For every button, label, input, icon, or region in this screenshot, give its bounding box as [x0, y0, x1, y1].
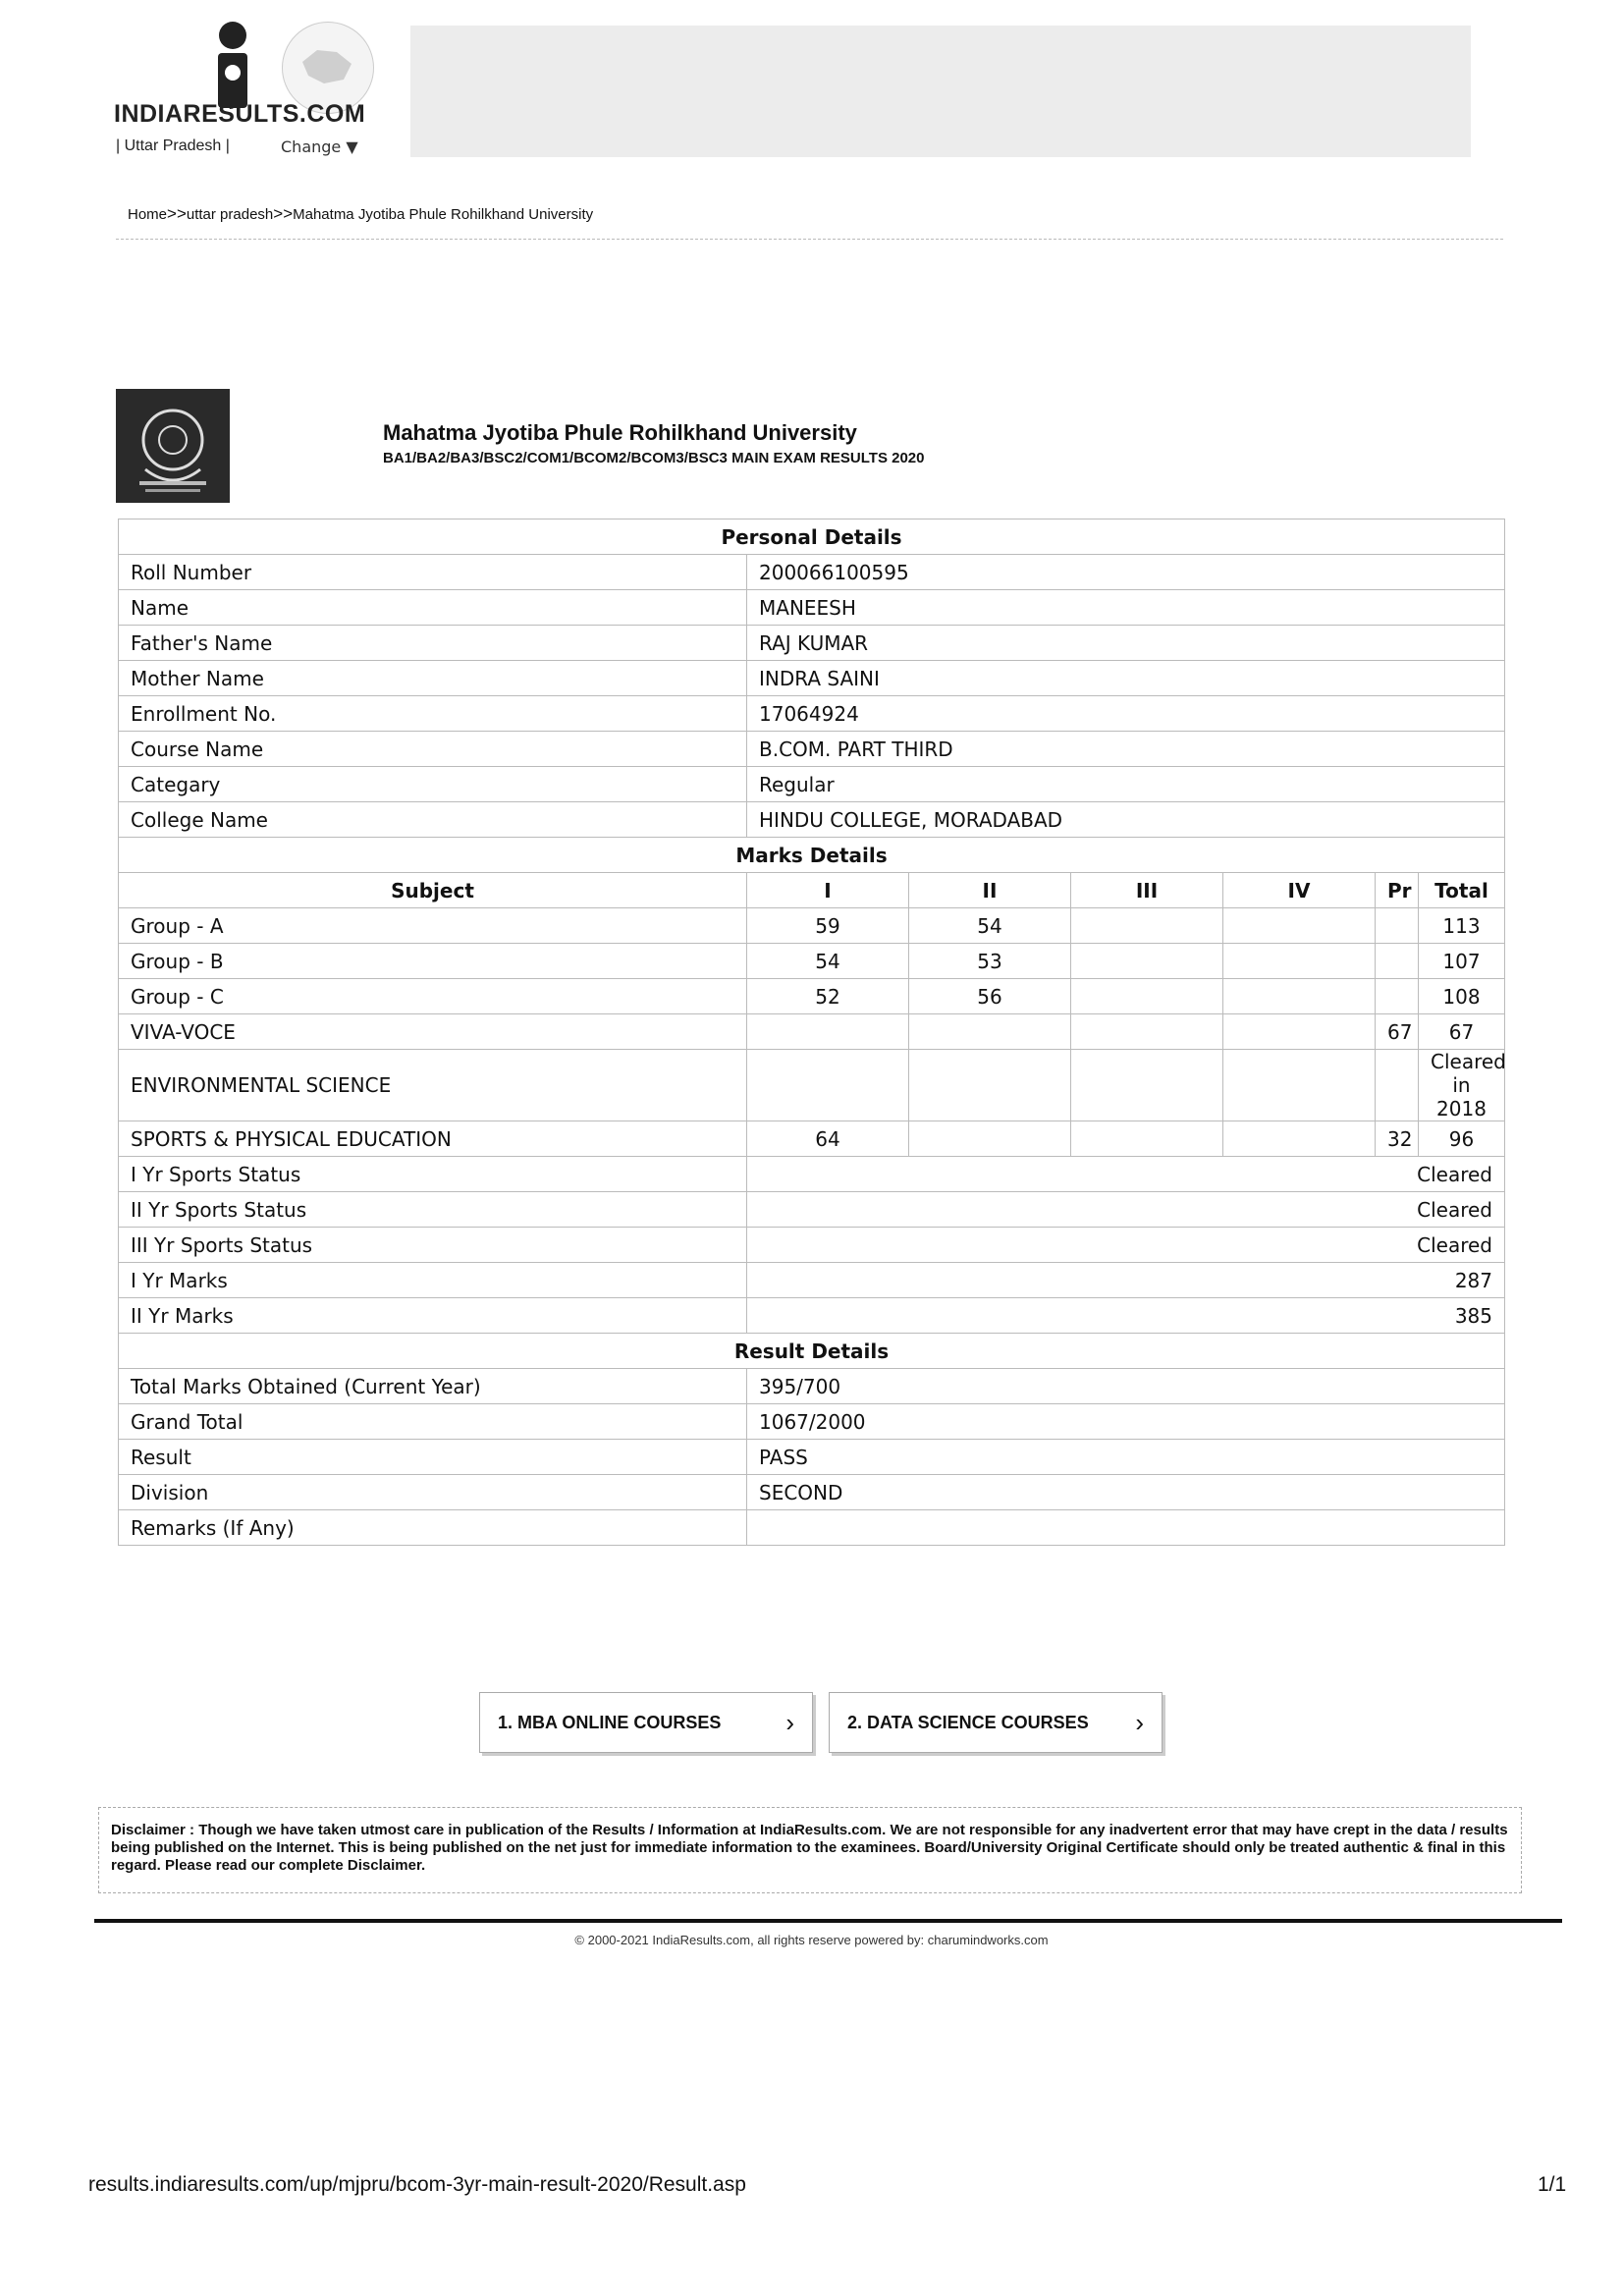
- subject-cell: ENVIRONMENTAL SCIENCE: [119, 1050, 747, 1121]
- status-label: II Yr Sports Status: [119, 1192, 747, 1228]
- change-state-dropdown[interactable]: Change ▼: [281, 137, 358, 156]
- personal-value: MANEESH: [747, 590, 1505, 626]
- marks-column-header: Total: [1419, 873, 1505, 908]
- print-url: results.indiaresults.com/up/mjpru/bcom-3yr-main-result-2020/Result.asp: [88, 2173, 746, 2196]
- mark-cell-i: [747, 1050, 909, 1121]
- breadcrumb: [128, 204, 593, 224]
- result-label: Grand Total: [119, 1404, 747, 1440]
- total-cell: 67: [1419, 1014, 1505, 1050]
- mark-cell-iv: [1223, 908, 1376, 944]
- status-row: [119, 1157, 1505, 1192]
- result-value: SECOND: [747, 1475, 1505, 1510]
- mark-cell-i: [747, 1014, 909, 1050]
- marks-row: [119, 1121, 1505, 1157]
- status-row: [119, 1192, 1505, 1228]
- personal-label: Categary: [119, 767, 747, 802]
- mark-cell-i: 64: [747, 1121, 909, 1157]
- personal-row: [119, 767, 1505, 802]
- status-value: 385: [747, 1298, 1505, 1334]
- mark-cell-ii: 56: [909, 979, 1071, 1014]
- status-label: III Yr Sports Status: [119, 1228, 747, 1263]
- personal-label: Father's Name: [119, 626, 747, 661]
- status-label: I Yr Sports Status: [119, 1157, 747, 1192]
- data-science-courses-label: 2. DATA SCIENCE COURSES: [847, 1712, 1089, 1732]
- personal-value: INDRA SAINI: [747, 661, 1505, 696]
- brand-name[interactable]: INDIARESULTS.COM: [114, 100, 366, 128]
- footer-divider: [94, 1919, 1562, 1923]
- mark-cell-pr: [1376, 1050, 1419, 1121]
- mark-cell-iii: [1071, 908, 1223, 944]
- personal-label: Course Name: [119, 732, 747, 767]
- mark-cell-pr: 67: [1376, 1014, 1419, 1050]
- marks-column-header: IV: [1223, 873, 1376, 908]
- status-value: 287: [747, 1263, 1505, 1298]
- personal-row: [119, 696, 1505, 732]
- university-name: Mahatma Jyotiba Phule Rohilkhand University: [383, 420, 857, 445]
- subject-cell: Group - B: [119, 944, 747, 979]
- mark-cell-i: 54: [747, 944, 909, 979]
- mark-cell-iii: [1071, 1014, 1223, 1050]
- marks-row: [119, 1050, 1505, 1121]
- result-row: [119, 1404, 1505, 1440]
- divider: [116, 239, 1503, 240]
- marks-column-header: I: [747, 873, 909, 908]
- mark-cell-pr: [1376, 979, 1419, 1014]
- university-seal-logo: [116, 389, 230, 503]
- mark-cell-iv: [1223, 979, 1376, 1014]
- total-cell: 113: [1419, 908, 1505, 944]
- mark-cell-ii: [909, 1121, 1071, 1157]
- result-row: [119, 1440, 1505, 1475]
- marks-column-header: III: [1071, 873, 1223, 908]
- total-cell: Cleared in 2018: [1419, 1050, 1505, 1121]
- personal-row: [119, 732, 1505, 767]
- marks-details-heading: Marks Details: [119, 838, 1505, 873]
- personal-value: B.COM. PART THIRD: [747, 732, 1505, 767]
- mark-cell-ii: 53: [909, 944, 1071, 979]
- current-state-label: | Uttar Pradesh |: [116, 137, 230, 154]
- personal-row: [119, 802, 1505, 838]
- mark-cell-iv: [1223, 1121, 1376, 1157]
- indiaresults-logo-mark: [210, 22, 255, 110]
- total-cell: 108: [1419, 979, 1505, 1014]
- result-label: Remarks (If Any): [119, 1510, 747, 1546]
- total-cell: 107: [1419, 944, 1505, 979]
- result-value: 395/700: [747, 1369, 1505, 1404]
- subject-cell: SPORTS & PHYSICAL EDUCATION: [119, 1121, 747, 1157]
- mark-cell-pr: [1376, 944, 1419, 979]
- result-value: 1067/2000: [747, 1404, 1505, 1440]
- personal-label: College Name: [119, 802, 747, 838]
- chevron-right-icon: ›: [1135, 1707, 1144, 1737]
- breadcrumb-state[interactable]: uttar pradesh: [186, 206, 274, 223]
- ad-banner: [410, 26, 1471, 157]
- mark-cell-iii: [1071, 944, 1223, 979]
- status-row: [119, 1228, 1505, 1263]
- mark-cell-i: 59: [747, 908, 909, 944]
- mark-cell-iv: [1223, 1050, 1376, 1121]
- personal-label: Name: [119, 590, 747, 626]
- personal-label: Roll Number: [119, 555, 747, 590]
- status-value: Cleared: [747, 1157, 1505, 1192]
- mba-courses-label: 1. MBA ONLINE COURSES: [498, 1712, 722, 1732]
- personal-label: Enrollment No.: [119, 696, 747, 732]
- mba-online-courses-button[interactable]: [479, 1692, 813, 1753]
- result-table: [118, 519, 1505, 1546]
- subject-cell: VIVA-VOCE: [119, 1014, 747, 1050]
- mark-cell-pr: [1376, 908, 1419, 944]
- personal-row: [119, 555, 1505, 590]
- personal-row: [119, 590, 1505, 626]
- mark-cell-ii: [909, 1014, 1071, 1050]
- status-row: [119, 1298, 1505, 1334]
- personal-row: [119, 626, 1505, 661]
- personal-value: HINDU COLLEGE, MORADABAD: [747, 802, 1505, 838]
- mark-cell-ii: 54: [909, 908, 1071, 944]
- marks-row: [119, 979, 1505, 1014]
- mark-cell-iii: [1071, 1121, 1223, 1157]
- result-row: [119, 1369, 1505, 1404]
- status-label: II Yr Marks: [119, 1298, 747, 1334]
- copyright-text: © 2000-2021 IndiaResults.com, all rights reserve powered by: charumindworks.com: [574, 1933, 1049, 1947]
- result-label: Result: [119, 1440, 747, 1475]
- marks-row: [119, 944, 1505, 979]
- personal-details-heading: Personal Details: [119, 519, 1505, 555]
- mark-cell-iv: [1223, 944, 1376, 979]
- mark-cell-i: 52: [747, 979, 909, 1014]
- personal-label: Mother Name: [119, 661, 747, 696]
- breadcrumb-separator: >>: [167, 204, 187, 223]
- print-page-number: 1/1: [1538, 2173, 1567, 2196]
- marks-column-header: II: [909, 873, 1071, 908]
- subject-cell: Group - A: [119, 908, 747, 944]
- status-value: Cleared: [747, 1192, 1505, 1228]
- total-cell: 96: [1419, 1121, 1505, 1157]
- data-science-courses-button[interactable]: [829, 1692, 1163, 1753]
- breadcrumb-home[interactable]: Home: [128, 206, 168, 223]
- personal-value: Regular: [747, 767, 1505, 802]
- personal-value: 200066100595: [747, 555, 1505, 590]
- chevron-right-icon: ›: [785, 1707, 794, 1737]
- status-value: Cleared: [747, 1228, 1505, 1263]
- breadcrumb-separator: >>: [273, 204, 294, 223]
- exam-title: BA1/BA2/BA3/BSC2/COM1/BCOM2/BCOM3/BSC3 MAIN EXAM RESULTS 2020: [383, 450, 925, 466]
- mark-cell-pr: 32: [1376, 1121, 1419, 1157]
- marks-column-header: Subject: [119, 873, 747, 908]
- disclaimer-text: Disclaimer : Though we have taken utmost care in publication of the Results / Information at IndiaResults.com. We are not responsible for any inadvertent error that may have crept in the data / results being published on the Internet. This is being published on the net just for immediate information to the examinees. Board/University Original Certificate should only be treated authentic & final in this regard. Please read our complete Disclaimer.: [98, 1807, 1522, 1893]
- result-details-heading: Result Details: [119, 1334, 1505, 1369]
- mark-cell-iv: [1223, 1014, 1376, 1050]
- personal-value: RAJ KUMAR: [747, 626, 1505, 661]
- marks-row: [119, 908, 1505, 944]
- status-row: [119, 1263, 1505, 1298]
- mark-cell-ii: [909, 1050, 1071, 1121]
- status-label: I Yr Marks: [119, 1263, 747, 1298]
- personal-row: [119, 661, 1505, 696]
- mark-cell-iii: [1071, 1050, 1223, 1121]
- subject-cell: Group - C: [119, 979, 747, 1014]
- mark-cell-iii: [1071, 979, 1223, 1014]
- result-label: Division: [119, 1475, 747, 1510]
- marks-row: [119, 1014, 1505, 1050]
- result-row: [119, 1475, 1505, 1510]
- result-label: Total Marks Obtained (Current Year): [119, 1369, 747, 1404]
- breadcrumb-university[interactable]: Mahatma Jyotiba Phule Rohilkhand University: [293, 206, 594, 223]
- personal-value: 17064924: [747, 696, 1505, 732]
- result-value: [747, 1510, 1505, 1546]
- marks-column-header: Pr: [1376, 873, 1419, 908]
- result-row: [119, 1510, 1505, 1546]
- result-value: PASS: [747, 1440, 1505, 1475]
